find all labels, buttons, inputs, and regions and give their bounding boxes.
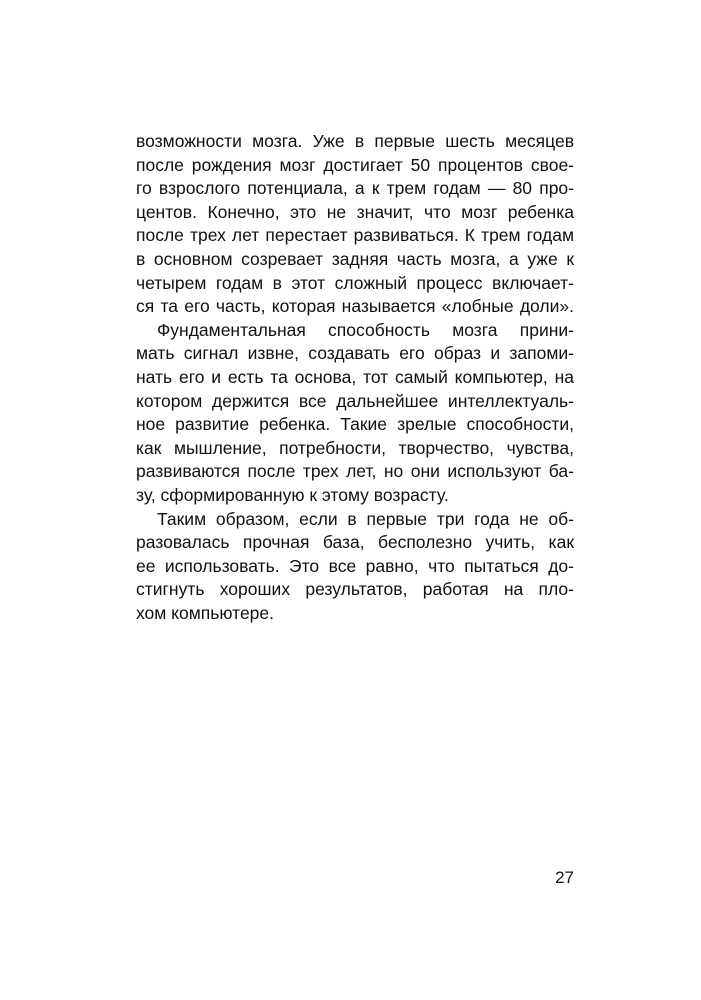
text-line: четырем годам в этот сложный процесс включает- [136,272,574,293]
text-line: мать сигнал извне, создавать его образ и запоми- [136,343,574,364]
text-line: котором держится все дальнейшее интеллектуаль- [136,390,574,411]
text-line: центов. Конечно, это не значит, что мозг ребенка [136,201,574,222]
text-line: ся та его часть, которая называется «лобные доли». [136,296,574,317]
text-line: ее использовать. Это все равно, что пытаться до- [136,555,574,576]
text-line: разовалась прочная база, бесполезно учить, как [136,532,574,553]
text-line: в основном созревает задняя часть мозга, а уже к [136,248,574,269]
text-line: после трех лет перестает развиваться. К трем годам [136,225,574,246]
text-line: хом компьютере. [136,602,275,623]
text-line: го взрослого потенциала, а к трем годам — 80 про- [136,178,574,199]
body-text [136,130,574,625]
text-line: зу, сформированную к этому возрасту. [136,484,449,505]
text-line: после рождения мозг достигает 50 процентов свое- [136,154,574,175]
text-line: нать его и есть та основа, тот самый компьютер, на [136,366,574,387]
text-line: возможности мозга. Уже в первые шесть месяцев [136,131,574,151]
text-line: развиваются после трех лет, но они используют ба- [136,461,574,482]
page-number: 27 [555,868,574,887]
text-line: Фундаментальная способность мозга прини- [157,319,574,340]
text-line: стигнуть хороших результатов, работая на пло- [136,579,574,600]
text-line: Таким образом, если в первые три года не об- [157,508,574,529]
text-line: ное развитие ребенка. Такие зрелые способности, [136,414,574,435]
text-line: как мышление, потребности, творчество, чувства, [136,437,574,458]
